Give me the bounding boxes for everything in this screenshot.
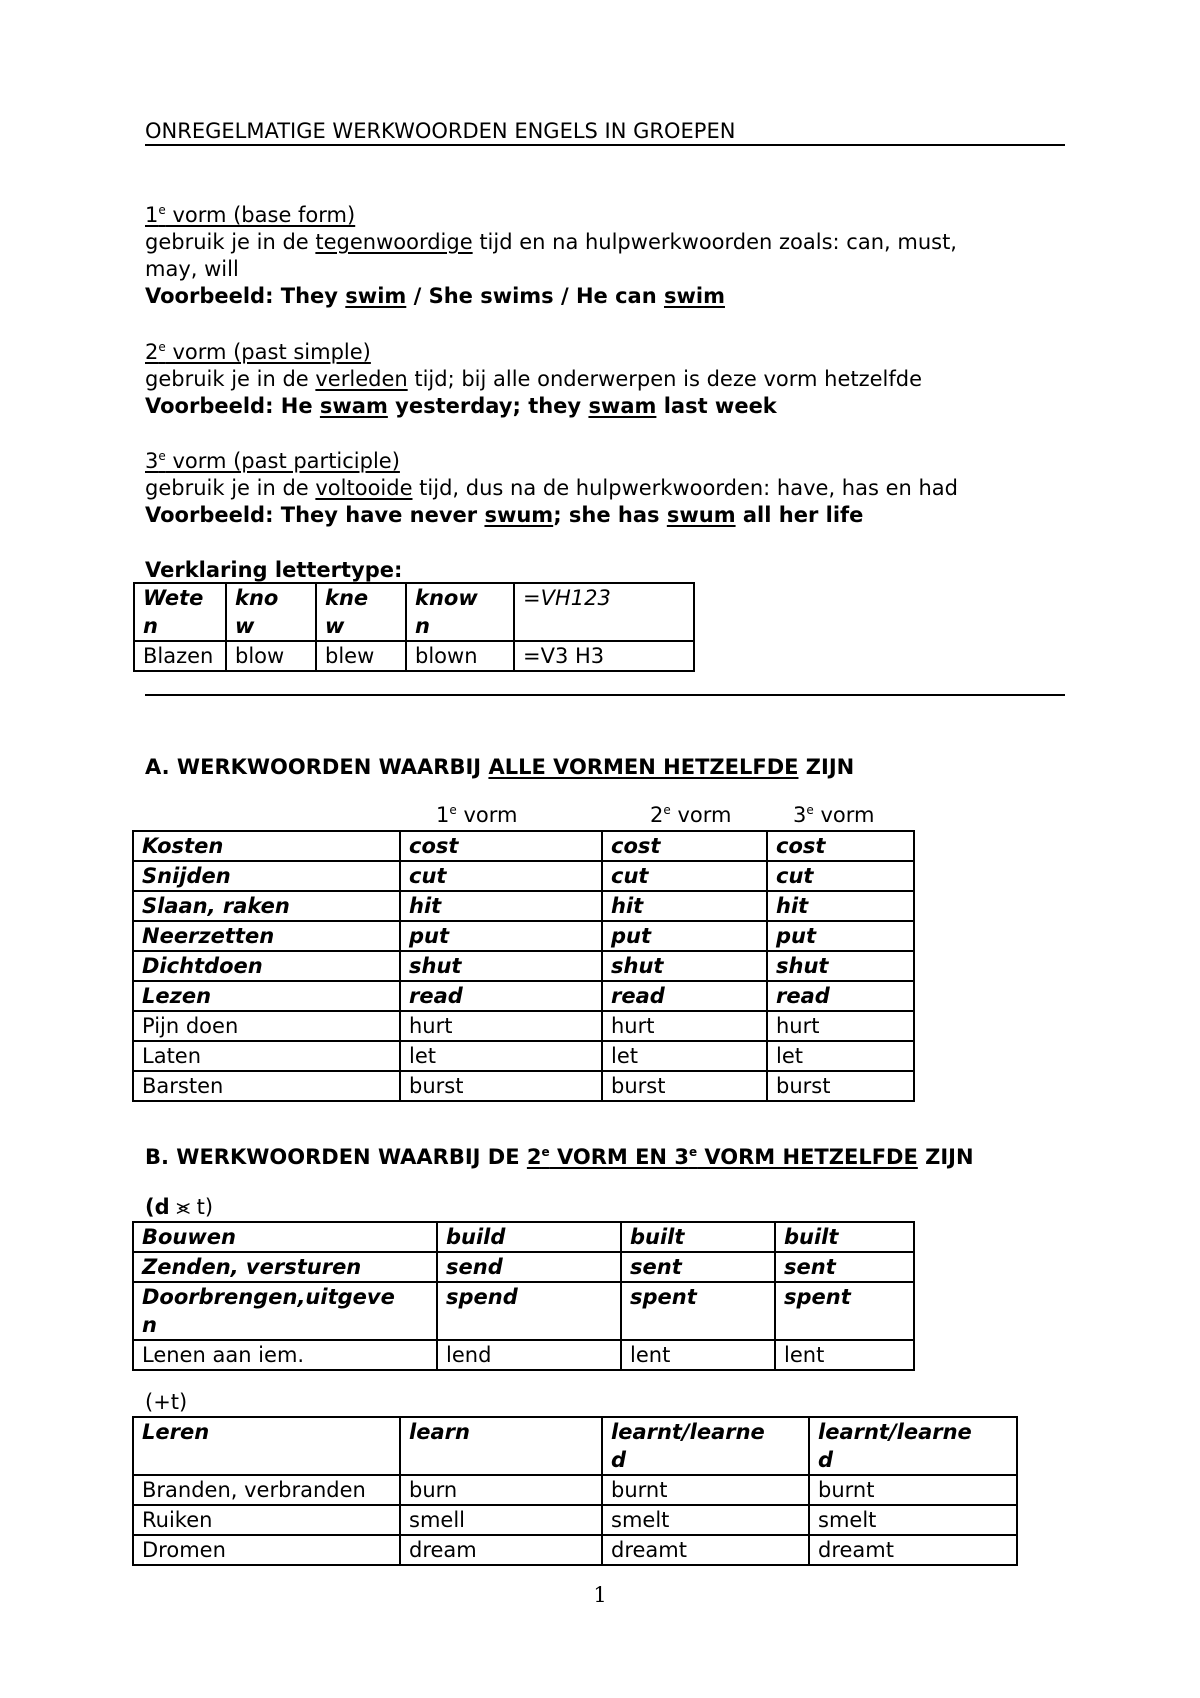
form-2-example [145, 393, 777, 420]
verb-form-2-cell: let [602, 1041, 767, 1071]
form-2-desc-post: tijd; bij alle onderwerpen is deze vorm hetzelfde [407, 367, 923, 391]
subgroup-d-t-label-rest: ⪤ t) [169, 1195, 214, 1219]
legend-cell-form1: kno w [226, 583, 316, 641]
verb-form-2-cell: put [602, 921, 767, 951]
verb-form-3-cell: shut [767, 951, 914, 981]
form-2-description [145, 366, 922, 393]
verb-form-2-cell: burnt [602, 1475, 809, 1505]
form-1-number: 1 [145, 203, 159, 227]
subgroup-plus-t-table [132, 1416, 1018, 1566]
verb-form-3-cell: sent [775, 1252, 914, 1282]
verb-form-3-cell: burnt [809, 1475, 1017, 1505]
verb-form-1-cell: shut [400, 951, 602, 981]
column-header-form2-sup: e [663, 803, 671, 817]
form-1-example-middle: / She swims / He can [406, 284, 664, 308]
verb-form-3-cell: smelt [809, 1505, 1017, 1535]
form-2-sup: e [158, 340, 166, 354]
verb-form-3-cell: burst [767, 1071, 914, 1101]
form-3-example [145, 502, 863, 529]
verb-form-3-cell: put [767, 921, 914, 951]
legend-table [133, 582, 695, 672]
column-header-form3-num: 3 [793, 803, 807, 827]
form-3-heading [145, 448, 400, 475]
form-3-desc-post: tijd, dus na de hulpwerkwoorden: have, has en had [412, 476, 958, 500]
form-2-example-verb-b: swam [588, 394, 657, 418]
column-header-form3 [793, 803, 874, 827]
form-1-heading [145, 202, 355, 229]
table-row [133, 1071, 914, 1101]
form-2-heading [145, 339, 371, 366]
table-row [133, 1417, 1017, 1475]
form-1-example-label: Voorbeeld: They [145, 284, 346, 308]
dutch-cell: Pijn doen [133, 1011, 400, 1041]
verb-form-2-cell: learnt/learne d [602, 1417, 809, 1475]
section-b-middle: VORM EN 3 [549, 1145, 689, 1169]
legend-cell-form3: blown [406, 641, 514, 671]
section-b-underlined-end: VORM HETZELFDE [697, 1145, 918, 1169]
table-row [133, 1282, 914, 1340]
form-1-description [145, 229, 957, 256]
verb-form-1-cell: smell [400, 1505, 602, 1535]
dutch-cell: Laten [133, 1041, 400, 1071]
verb-form-1-cell: let [400, 1041, 602, 1071]
form-3-example-verb-b: swum [666, 503, 736, 527]
form-2-label: vorm (past simple) [165, 340, 371, 364]
legend-cell-dutch: Blazen [134, 641, 226, 671]
form-3-sup: e [158, 449, 166, 463]
form-3-number: 3 [145, 449, 159, 473]
form-2-example-verb-a: swam [319, 394, 388, 418]
verb-form-1-cell: send [437, 1252, 621, 1282]
verb-form-1-cell: learn [400, 1417, 602, 1475]
verb-form-3-cell: hit [767, 891, 914, 921]
table-row [133, 951, 914, 981]
table-row [133, 831, 914, 861]
verb-form-2-cell: cut [602, 861, 767, 891]
table-row [133, 891, 914, 921]
form-2-example-middle: yesterday; they [387, 394, 589, 418]
column-header-form1-num: 1 [436, 803, 450, 827]
table-row [133, 1041, 914, 1071]
verb-form-3-cell: spent [775, 1282, 914, 1340]
dutch-cell: Branden, verbranden [133, 1475, 400, 1505]
verb-form-1-cell: cost [400, 831, 602, 861]
title-rule [145, 144, 1065, 146]
legend-heading: Verklaring lettertype: [145, 558, 403, 582]
dutch-cell: Ruiken [133, 1505, 400, 1535]
dutch-cell: Doorbrengen,uitgeve n [133, 1282, 437, 1340]
legend-cell-form2: blew [316, 641, 406, 671]
dutch-cell: Dromen [133, 1535, 400, 1565]
table-row [133, 1535, 1017, 1565]
table-row [133, 1011, 914, 1041]
verb-form-3-cell: built [775, 1222, 914, 1252]
form-2-desc-underlined: verleden [315, 367, 408, 391]
verb-form-2-cell: sent [621, 1252, 775, 1282]
section-a-table [132, 830, 915, 1102]
verb-form-1-cell: hurt [400, 1011, 602, 1041]
legend-rule [145, 694, 1065, 696]
form-1-label: vorm (base form) [165, 203, 356, 227]
form-3-example-end: all her life [735, 503, 864, 527]
verb-form-1-cell: burn [400, 1475, 602, 1505]
verb-form-1-cell: dream [400, 1535, 602, 1565]
form-3-example-verb-a: swum [484, 503, 554, 527]
legend-cell-dutch: Wete n [134, 583, 226, 641]
form-3-desc-underlined: voltooide [315, 476, 413, 500]
legend-row-style [134, 583, 694, 641]
subgroup-d-t-table [132, 1221, 915, 1371]
verb-form-2-cell: hit [602, 891, 767, 921]
verb-form-2-cell: dreamt [602, 1535, 809, 1565]
dutch-cell: Bouwen [133, 1222, 437, 1252]
form-1-desc-pre: gebruik je in de [145, 230, 316, 254]
verb-form-2-cell: built [621, 1222, 775, 1252]
column-header-form2-word: vorm [670, 803, 732, 827]
verb-form-2-cell: smelt [602, 1505, 809, 1535]
legend-row-plain [134, 641, 694, 671]
column-header-form3-word: vorm [813, 803, 875, 827]
form-3-desc-pre: gebruik je in de [145, 476, 316, 500]
verb-form-1-cell: spend [437, 1282, 621, 1340]
column-header-form1-sup: e [449, 803, 457, 817]
table-row [133, 981, 914, 1011]
verb-form-1-cell: build [437, 1222, 621, 1252]
verb-form-1-cell: cut [400, 861, 602, 891]
verb-form-3-cell: cost [767, 831, 914, 861]
verb-form-2-cell: read [602, 981, 767, 1011]
column-header-form1-word: vorm [456, 803, 518, 827]
dutch-cell: Barsten [133, 1071, 400, 1101]
verb-form-3-cell: read [767, 981, 914, 1011]
dutch-cell: Snijden [133, 861, 400, 891]
form-1-example [145, 283, 725, 310]
section-a-prefix: A. WERKWOORDEN WAARBIJ [145, 755, 489, 779]
subgroup-d-t-label-bold: (d [145, 1195, 170, 1219]
column-header-form2-num: 2 [650, 803, 664, 827]
dutch-cell: Lenen aan iem. [133, 1340, 437, 1370]
legend-cell-form1: blow [226, 641, 316, 671]
section-b-form3-sup: e [688, 1145, 698, 1159]
section-b-form2-sup: e [541, 1145, 550, 1159]
form-2-number: 2 [145, 340, 159, 364]
section-a-underlined: ALLE VORMEN HETZELFDE [488, 755, 799, 779]
table-row [133, 1340, 914, 1370]
legend-cell-form3: know n [406, 583, 514, 641]
page-number: 1 [593, 1583, 607, 1607]
form-2-desc-pre: gebruik je in de [145, 367, 316, 391]
section-a-heading [145, 754, 854, 781]
verb-form-1-cell: hit [400, 891, 602, 921]
dutch-cell: Kosten [133, 831, 400, 861]
form-3-example-middle: ; she has [553, 503, 667, 527]
verb-form-1-cell: read [400, 981, 602, 1011]
form-1-description-line2: may, will [145, 257, 239, 281]
page-title: ONREGELMATIGE WERKWOORDEN ENGELS IN GROEPEN [145, 119, 736, 143]
table-row [133, 861, 914, 891]
dutch-cell: Zenden, versturen [133, 1252, 437, 1282]
dutch-cell: Neerzetten [133, 921, 400, 951]
dutch-cell: Dichtdoen [133, 951, 400, 981]
verb-form-3-cell: lent [775, 1340, 914, 1370]
dutch-cell: Lezen [133, 981, 400, 1011]
form-1-example-verb-b: swim [663, 284, 725, 308]
form-2-example-end: last week [656, 394, 777, 418]
subgroup-plus-t-label: (+t) [145, 1390, 188, 1414]
verb-form-2-cell: lent [621, 1340, 775, 1370]
table-row [133, 1252, 914, 1282]
legend-cell-code: =V3 H3 [514, 641, 694, 671]
verb-form-3-cell: dreamt [809, 1535, 1017, 1565]
verb-form-1-cell: burst [400, 1071, 602, 1101]
form-3-description [145, 475, 958, 502]
verb-form-2-cell: burst [602, 1071, 767, 1101]
table-row [133, 1222, 914, 1252]
dutch-cell: Slaan, raken [133, 891, 400, 921]
section-a-suffix: ZIJN [798, 755, 855, 779]
verb-form-2-cell: shut [602, 951, 767, 981]
table-row [133, 1505, 1017, 1535]
verb-form-2-cell: cost [602, 831, 767, 861]
verb-form-1-cell: put [400, 921, 602, 951]
subgroup-d-t-label [145, 1194, 213, 1221]
verb-form-3-cell: cut [767, 861, 914, 891]
form-3-example-label: Voorbeeld: They have never [145, 503, 485, 527]
form-1-example-verb-a: swim [345, 284, 407, 308]
table-row [133, 921, 914, 951]
section-b-prefix: B. WERKWOORDEN WAARBIJ DE [145, 1145, 527, 1169]
section-b-heading [145, 1144, 974, 1171]
table-row [133, 1475, 1017, 1505]
verb-form-3-cell: learnt/learne d [809, 1417, 1017, 1475]
dutch-cell: Leren [133, 1417, 400, 1475]
form-2-example-label: Voorbeeld: He [145, 394, 320, 418]
form-1-desc-post: tijd en na hulpwerkwoorden zoals: can, must, [472, 230, 957, 254]
legend-cell-form2: kne w [316, 583, 406, 641]
column-header-form2 [650, 803, 731, 827]
section-b-suffix: ZIJN [917, 1145, 974, 1169]
legend-cell-code: =VH123 [514, 583, 694, 641]
verb-form-3-cell: let [767, 1041, 914, 1071]
verb-form-1-cell: lend [437, 1340, 621, 1370]
form-3-label: vorm (past participle) [165, 449, 400, 473]
verb-form-3-cell: hurt [767, 1011, 914, 1041]
verb-form-2-cell: hurt [602, 1011, 767, 1041]
form-1-desc-underlined: tegenwoordige [315, 230, 473, 254]
verb-form-2-cell: spent [621, 1282, 775, 1340]
column-header-form1 [436, 803, 517, 827]
column-header-form3-sup: e [806, 803, 814, 817]
section-b-form2-num: 2 [526, 1145, 542, 1169]
form-1-sup: e [158, 203, 166, 217]
